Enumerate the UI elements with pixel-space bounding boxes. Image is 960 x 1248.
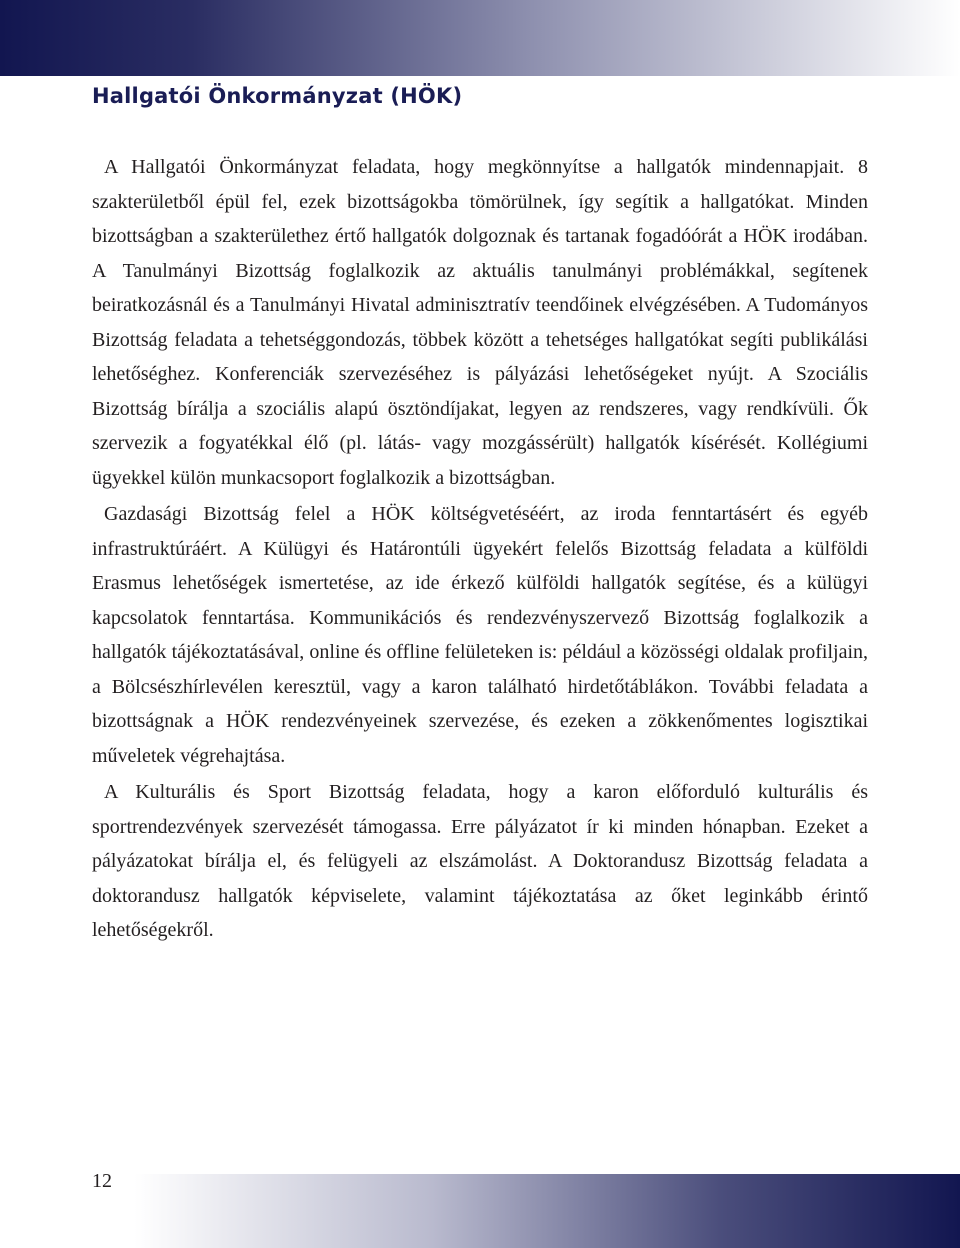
paragraph-3: A Kulturális és Sport Bizottság feladata, hogy a karon előforduló kulturális és sportrendezvények szervezését támogassa. Erre pályázatot ír ki minden hónapban. Ezeket a pályázatokat bírálja el, és felügyeli az elszámolást. A Doktorandusz Bizottság feladata a doktorandusz hallgatók képviselete, valamint tájékoztatása az őket leginkább érintő lehetőségekről. bbox=[92, 781, 868, 941]
section-heading: Hallgatói Önkormányzat (HÖK) bbox=[92, 84, 463, 108]
paragraph-2: Gazdasági Bizottság felel a HÖK költségvetéséért, az iroda fenntartásért és egyéb infrastruktúráért. A Külügyi és Határontúli ügyekért felelős Bizottság feladata a külföldi Erasmus lehetőségek ismertetése, az ide érkező külföldi hallgatók segítése, és a külügyi kapcsolatok fenntartása. Kommunikációs és rendezvényszervező Bizottság foglalkozik a hallgatók tájékoztatásával, online és offline felületeken is: például a közösségi oldalak profiljain, a Bölcsészhírlevélen keresztül, vagy a karon található hirdetőtáblákon. További feladata a bizottságnak a HÖK rendezvényeinek szervezése, és ezeken a zökkenőmentes logisztikai műveletek végrehajtása. bbox=[92, 503, 868, 767]
paragraph-1: A Hallgatói Önkormányzat feladata, hogy megkönnyítse a hallgatók mindennapjait. 8 szakterületből épül fel, ezek bizottságokba tömörülnek, így segítik a hallgatókat. Minden bizottságban a szakterülethez értő hallgatók dolgoznak és tartanak fogadóórát a HÖK irodában. A Tanulmányi Bizottság foglalkozik az aktuális tanulmányi problémákkal, segítenek beiratkozásnál és a Tanulmányi Hivatal adminisztratív teendőinek elvégzésében. A Tudományos Bizottság feladata a tehetséggondozás, többek között a tehetséges hallgatókat segíti publikálási lehetőséghez. Konferenciák szervezéséhez is pályázási lehetőségeket nyújt. A Szociális Bizottság bírálja a szociális alapú ösztöndíjakat, legyen az rendszeres, vagy rendkívüli. Ők szervezik a fogyatékkal élő (pl. látás- vagy mozgássérült) hallgatók kísérését. Kollégiumi ügyekkel külön munkacsoport foglalkozik a bizottságban. bbox=[92, 156, 868, 489]
page-number: 12 bbox=[92, 1170, 112, 1192]
header-gradient-band bbox=[0, 0, 960, 76]
footer-gradient-band bbox=[0, 1174, 960, 1248]
body-text bbox=[92, 150, 868, 950]
